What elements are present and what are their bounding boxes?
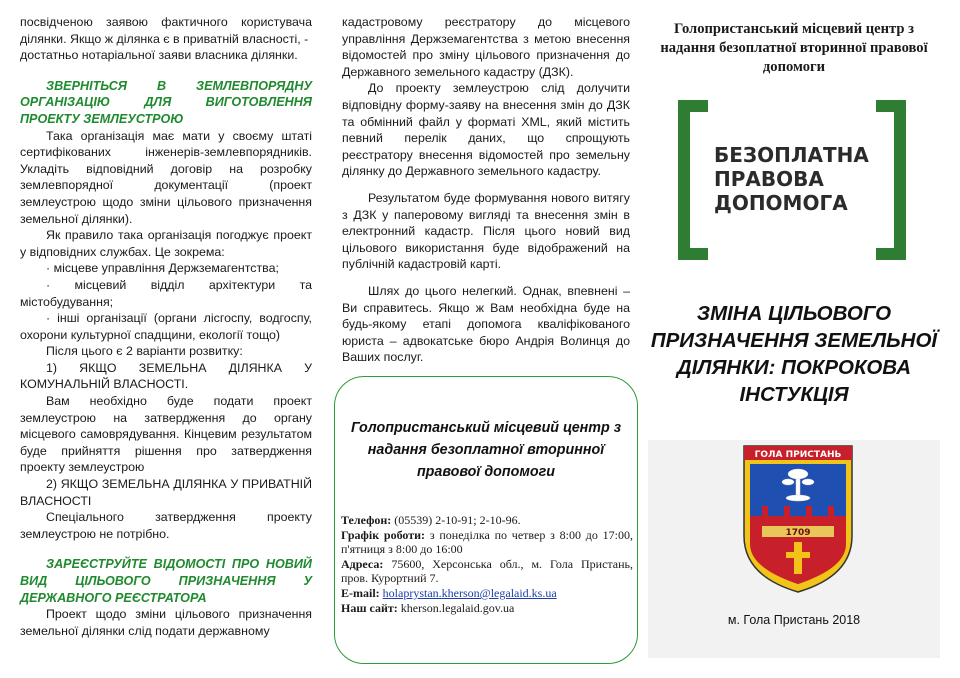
logo-line-3: ДОПОМОГА <box>714 191 848 215</box>
email-label: E-mail: <box>341 585 380 600</box>
para-submit-project: Проект щодо зміни цільового призначення земельної ділянки слід подати державному <box>20 607 312 638</box>
coat-of-arms-icon <box>740 444 856 594</box>
address-value: 75600, Херсонська обл., м. Гола Пристань, пров. Курортний 7. <box>341 556 634 586</box>
para-lawyer-offer: Шлях до цього нелегкий. Однак, впевнені – Ви справитесь. Якщо ж Вам необхідна буде на будь-якому етапі допомога кваліфікованого юриста – адвокатське бюро Андрія Волинця до Ваших послуг. <box>342 283 630 365</box>
para-form-application: До проекту землеустрою слід долучити відповідну форму-заяву на внесення змін до ДЗК та обмінний файл у форматі XML, який містить певний перелік даних, що спрощують реєстратору внесення відомостей про земельну ділянку до Державного земельного кадастру. <box>342 81 630 179</box>
phone-label: Телефон: <box>341 513 392 527</box>
heading-step-land-org: ЗВЕРНІТЬСЯ В ЗЕМЛЕВПОРЯДНУ ОРГАНІЗАЦІЮ ДЛЯ ВИГОТОВЛЕННЯ ПРОЕКТУ ЗЕМЛЕУСТРОЮ <box>20 78 312 126</box>
list-item-other: · інші організації (органи лісгоспу, водгоспу, охорони культурної спадщини, екології тощо) <box>20 311 312 342</box>
option-private: 2) ЯКЩО ЗЕМЕЛЬНА ДІЛЯНКА У ПРИВАТНІЙ ВЛАСНОСТІ <box>20 477 312 508</box>
option-private-text: Спеціального затвердження проекту землеустрою не потрібно. <box>20 510 312 541</box>
heading-step-registrar: ЗАРЕЄСТРУЙТЕ ВІДОМОСТІ ПРО НОВИЙ ВИД ЦІЛЬОВОГО ПРИЗНАЧЕННЯ У ДЕРЖАВНОГО РЕЄСТРАТОРА <box>20 557 312 605</box>
list-item-agency: · місцеве управління Держземагентства; <box>46 261 279 276</box>
site-label: Наш сайт: <box>341 600 398 615</box>
contact-box <box>334 376 638 664</box>
intro-line-2: ділянки. Якщо ж ділянка є в приватній власності, - <box>20 31 309 46</box>
intro-line-1: посвідченою заявою фактичного користувача <box>20 15 312 29</box>
contact-phone <box>341 513 633 528</box>
address-label: Адреса: <box>341 556 384 571</box>
contact-email <box>341 586 633 601</box>
phone-value: (05539) 2-10-91; 2-10-96. <box>394 513 521 527</box>
column-cover <box>648 0 940 678</box>
para-result: Результатом буде формування нового витягу з ДЗК у паперовому вигляді та внесення змін в електронний кадастр. Після цього новий вид цільового використання буде відображений на публічній кадастровій карті. <box>342 190 630 272</box>
logo-line-1: БЕЗОПЛАТНА <box>714 143 869 167</box>
email-link[interactable]: holaprystan.kherson@legalaid.ks.ua <box>382 585 557 600</box>
site-value: kherson.legalaid.gov.ua <box>400 600 515 615</box>
schedule-label: Графік роботи: <box>341 527 426 542</box>
legal-aid-logo <box>678 100 906 260</box>
contact-site <box>341 601 633 616</box>
column-left <box>20 14 312 639</box>
para-approval: Як правило така організація погоджує проект у відповідних службах. Це зокрема: <box>20 228 312 259</box>
contact-details <box>341 513 633 615</box>
para-two-options: Після цього є 2 варіанти розвитку: <box>46 344 243 359</box>
para-cadastral-registrar: кадастровому реєстратору до місцевого управління Держземагентства з метою внесення відомостей про зміну цільового призначення до Державного земельного кадастру (ДЗК). <box>342 15 630 79</box>
option-communal-text: Вам необхідно буде подати проект землеустрою на затвердження до органу місцевого самоврядування. Кінцевим результатом буде прийняття рішення про затвердження проекту землеустрою <box>20 394 312 475</box>
intro-line-3: достатньо нотаріальної заяви власника ділянки. <box>20 48 298 63</box>
city-year: м. Гола Пристань 2018 <box>727 613 861 627</box>
column-middle <box>342 14 630 366</box>
list-item-architecture: · місцевий відділ архітектури та містобудування; <box>20 277 312 309</box>
contact-box-title: Голопристанський місцевий центр з надання безоплатної вторинної правової допомоги <box>350 420 621 480</box>
schedule-value: з понеділка по четвер з 8:00 до 17:00, п'ятниця з 8:00 до 16:00 <box>341 527 634 557</box>
coat-banner-text: ГОЛА ПРИСТАНЬ <box>754 450 842 460</box>
para-organization: Така організація має мати у своєму штаті сертифікованих інженерів-землевпорядників. Укладіть відповідний договір на розробку землевпорядної документації (проект землеустрою щодо зміни цільового призначення земельної ділянки). <box>20 128 312 226</box>
cover-org-title: Голопристанський місцевий центр з надання безоплатної вторинної правової допомоги <box>660 21 928 75</box>
contact-schedule <box>341 528 633 557</box>
coat-year-text: 1709 <box>785 528 811 538</box>
option-communal: 1) ЯКЩО ЗЕМЕЛЬНА ДІЛЯНКА У КОМУНАЛЬНІЙ ВЛАСНОСТІ. <box>20 360 312 392</box>
contact-address <box>341 557 633 586</box>
document-title: ЗМІНА ЦІЛЬОВОГО ПРИЗНАЧЕННЯ ЗЕМЕЛЬНОЇ ДІЛЯНКИ: ПОКРОКОВА ІНСТУКЦІЯ <box>650 302 938 406</box>
logo-line-2: ПРАВОВА <box>714 167 824 191</box>
